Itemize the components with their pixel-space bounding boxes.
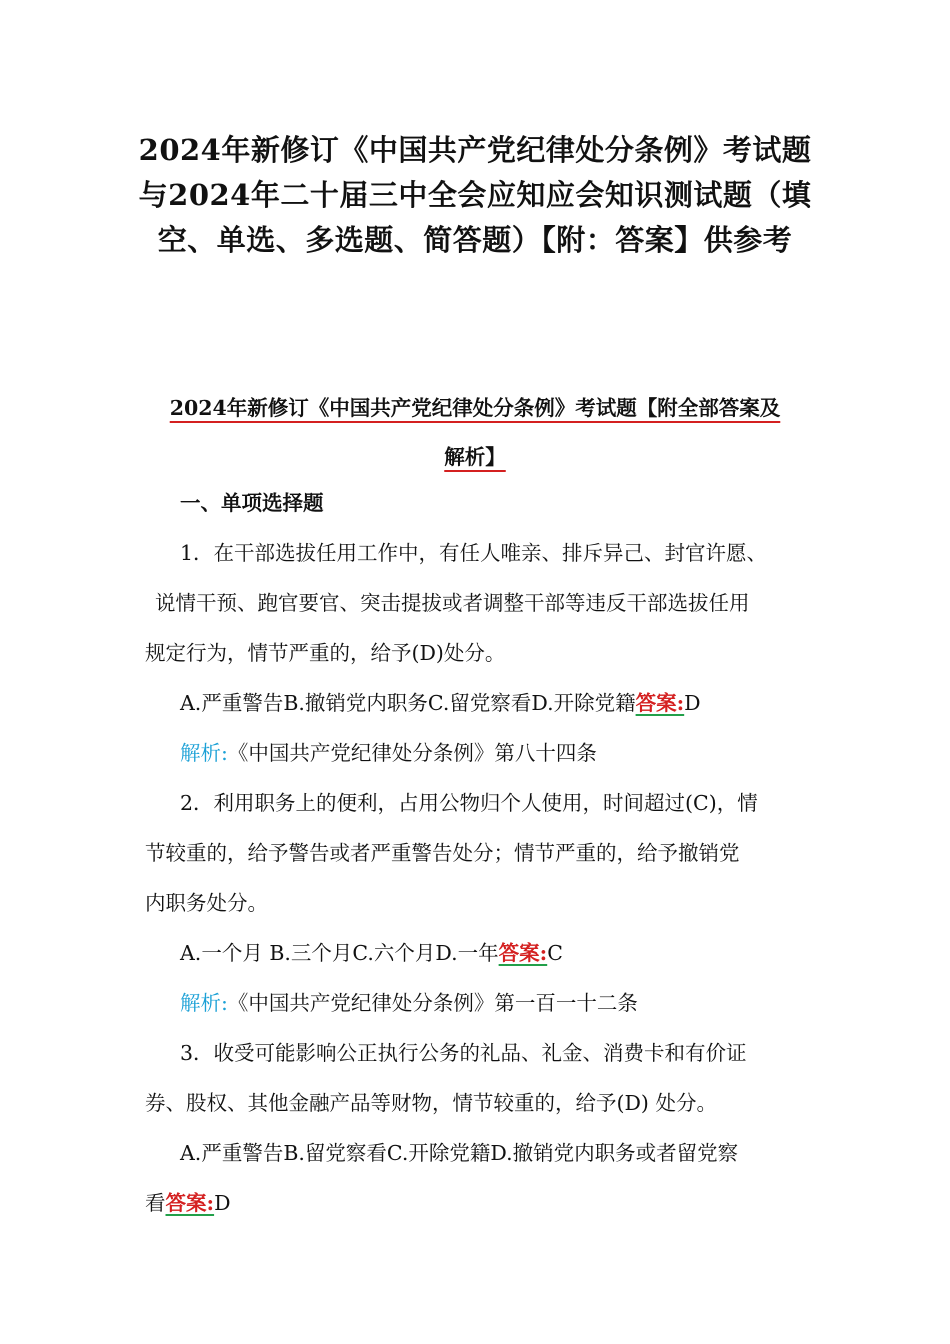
question-stem-line: 1．在干部选拔任用工作中，有任人唯亲、排斥异己、封官许愿、 [180,541,768,565]
question-stem-line: 规定行为，情节严重的，给予(D)处分。 [145,641,506,665]
answer-value: D [214,1191,231,1215]
question-options [145,678,815,728]
options-text: A.一个月 B.三个月C.六个月D.一年 [180,941,499,965]
document-body [145,478,815,1228]
part-heading: 一、单项选择题 [180,491,324,515]
section-title-line: 解析】 [444,445,506,469]
section-title-line: 2024年新修订《中国共产党纪律处分条例》考试题【附全部答案及 [169,396,781,420]
title-line: 2024年新修订《中国共产党纪律处分条例》考试题 [138,133,812,167]
question-stem-line: 说情干预、跑官要官、突击提拔或者调整干部等违反干部选拔任用 [155,591,750,615]
title-line: 与2024年二十届三中全会应知应会知识测试题（填 [138,178,812,212]
document-title [120,128,830,263]
answer-label: 答案: [165,1191,215,1215]
question-analysis [145,978,815,1028]
options-text: 看 [145,1191,166,1215]
analysis-text: 《中国共产党纪律处分条例》第八十四条 [227,741,597,765]
analysis-label: 解析: [180,741,228,765]
question-options [145,1178,815,1228]
answer-value: C [547,941,563,965]
question-stem-line: 内职务处分。 [145,891,268,915]
question-stem-line: 节较重的，给予警告或者严重警告处分；情节严重的，给予撤销党 [145,841,740,865]
answer-label: 答案: [635,691,685,715]
answer-label: 答案: [498,941,548,965]
options-text: A.严重警告B.撤销党内职务C.留党察看D.开除党籍 [180,691,636,715]
question-analysis [145,728,815,778]
answer-value: D [684,691,701,715]
question-options [145,928,815,978]
question-stem-line: 券、股权、其他金融产品等财物，情节较重的，给予(D) 处分。 [145,1091,717,1115]
title-line: 空、单选、多选题、简答题）【附：答案】供参考 [157,223,793,257]
analysis-label: 解析: [180,991,228,1015]
question-stem-line: 3．收受可能影响公正执行公务的礼品、礼金、消费卡和有价证 [180,1041,747,1065]
question-options: A.严重警告B.留党察看C.开除党籍D.撤销党内职务或者留党察 [180,1141,739,1165]
analysis-text: 《中国共产党纪律处分条例》第一百一十二条 [227,991,638,1015]
question-stem-line: 2．利用职务上的便利，占用公物归个人使用，时间超过(C)，情 [180,791,758,815]
section-title [135,384,815,482]
